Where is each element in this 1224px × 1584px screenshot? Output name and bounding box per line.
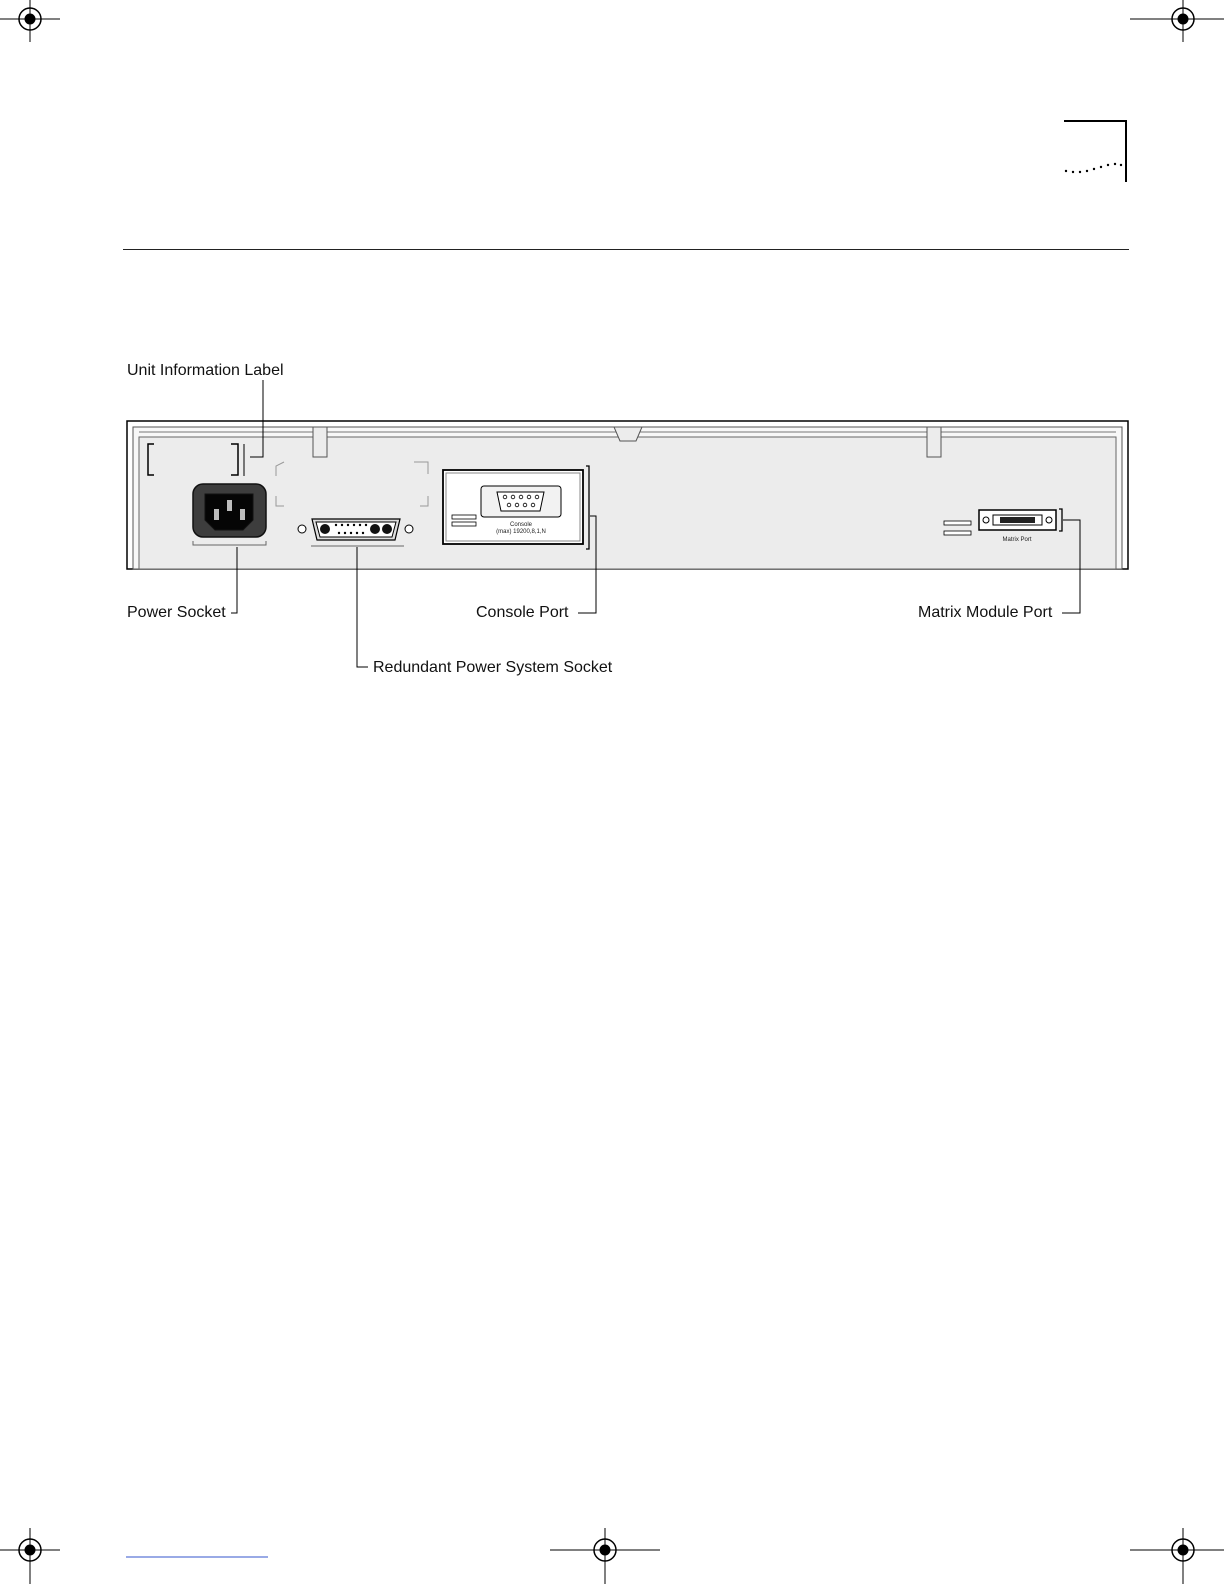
console-marking-line1: Console (509, 522, 532, 528)
callout-console-port: Console Port (476, 604, 569, 621)
chapter-tab-corner (1064, 121, 1126, 182)
registration-mark-top-left (0, 0, 60, 42)
matrix-port-marking: Matrix Port (1002, 537, 1032, 543)
console-marking-line2: (max) 19200,8,1,N (496, 529, 546, 535)
callout-power-socket: Power Socket (127, 604, 226, 621)
callout-unit-information-label: Unit Information Label (127, 362, 284, 379)
registration-mark-bottom-left (0, 1528, 60, 1584)
registration-mark-top-right (1130, 0, 1224, 42)
console-marking (483, 522, 559, 536)
registration-mark-bottom-right (1130, 1528, 1224, 1584)
console-port (443, 466, 589, 549)
chassis-rear-panel (127, 421, 1128, 569)
callout-matrix-module-port: Matrix Module Port (918, 604, 1053, 621)
callout-redundant-power-system-socket: Redundant Power System Socket (373, 659, 613, 676)
power-socket (193, 484, 266, 545)
registration-mark-bottom-center (550, 1528, 660, 1584)
